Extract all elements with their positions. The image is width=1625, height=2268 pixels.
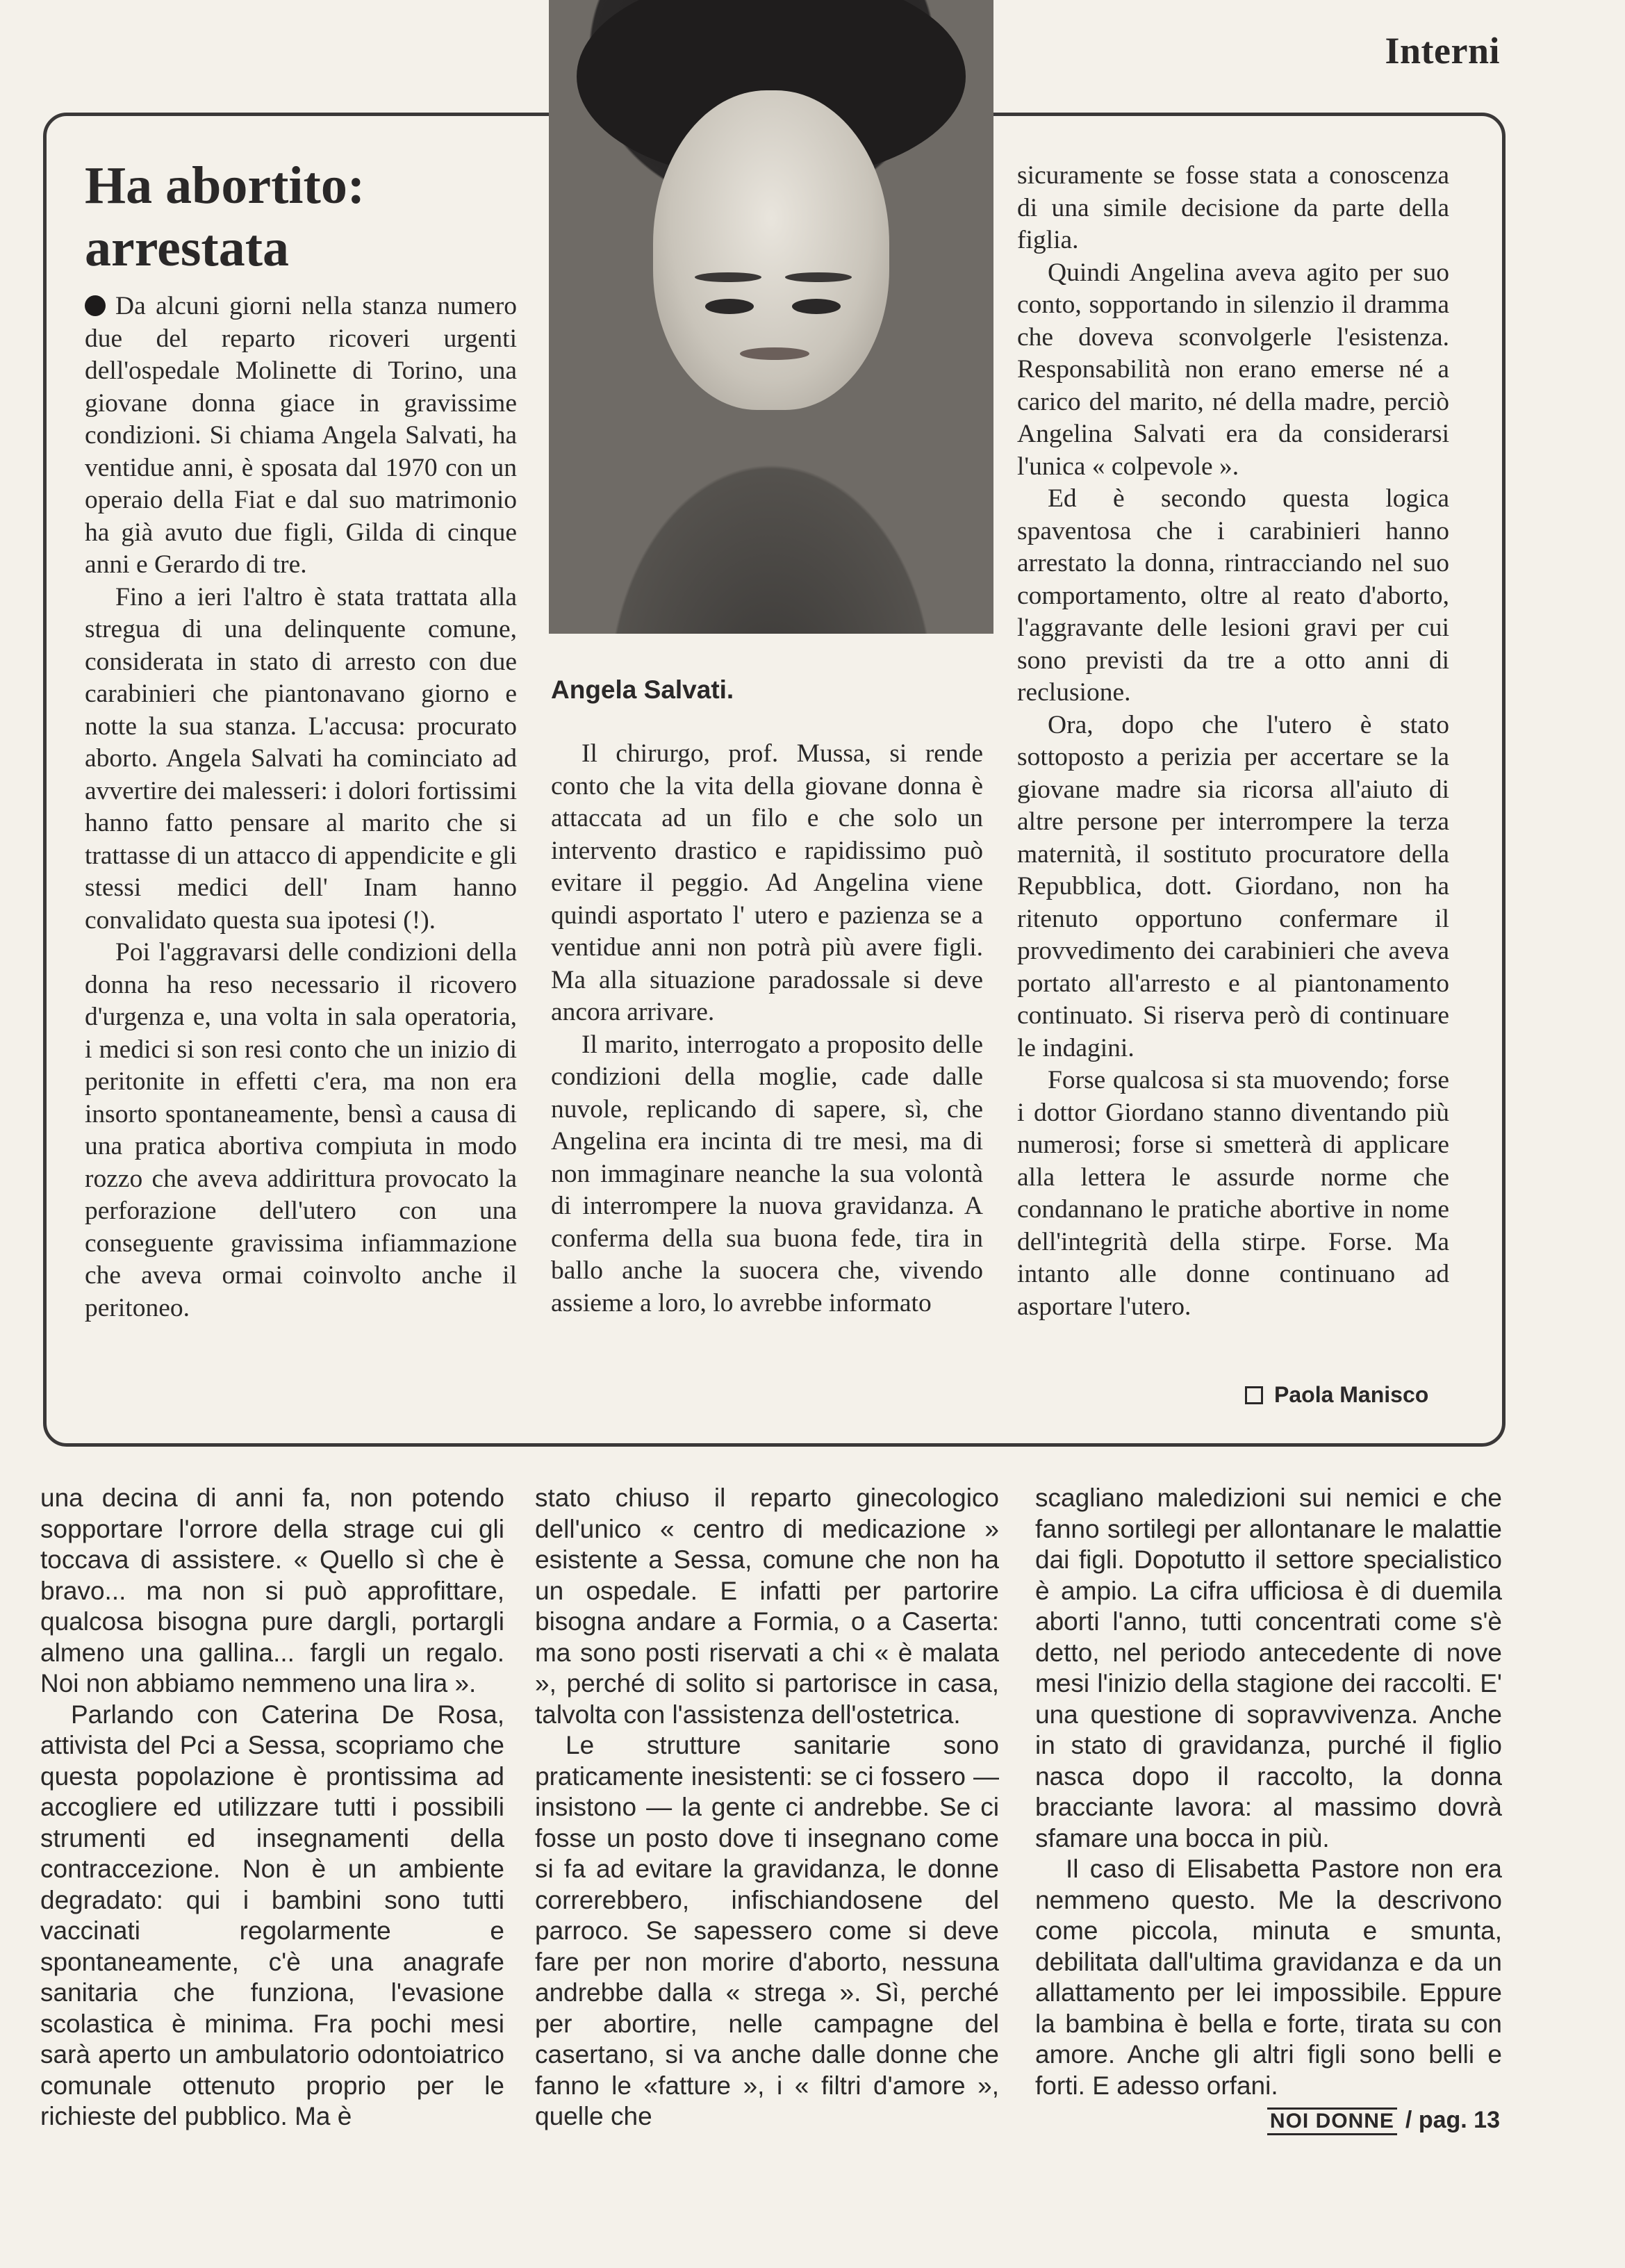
photo-mouth — [740, 347, 809, 360]
paragraph: Il marito, interrogato a proposito delle condizioni della moglie, cade dalle nuvole, replicando di sapere, sì, che Angelina era incinta di tre mesi, ma di non immaginare neanche la sua volontà di interrompere la nuova gravidanza. A conferma della sua buona fede, tira in ballo anche la suocera che, vivendo assieme a loro, lo avrebbe informato — [551, 1030, 983, 1317]
paragraph: Parlando con Caterina De Rosa, attivista del Pci a Sessa, scopriamo che questa popolazione è prontissima ad accogliere ed utilizzare tutti i possibili strumenti ed insegnamenti della contraccezione. Non è un ambiente degradato: qui i bambini sono tutti vaccinati regolarmente e spontaneamente, c'è una anagrafe sanitaria che funziona, l'evasione scolastica è minima. Fra pochi mesi sarà aperto un ambulatorio odontoiatrico comunale ottenuto proprio per le richieste del pubblico. Ma è — [40, 1700, 504, 2130]
portrait-photo — [549, 0, 993, 634]
magazine-logo: NOI DONNE — [1267, 2107, 1397, 2135]
section-label: Interni — [1385, 30, 1500, 72]
article-column-2 — [551, 738, 983, 1320]
photo-eye-right — [792, 299, 841, 314]
continuation-column-1 — [40, 1483, 504, 2133]
paragraph: Il chirurgo, prof. Mussa, si rende conto che la vita della giovane donna è attaccata ad un filo e che solo un intervento drastico e rapidissimo può evitare il peggio. Ad Angelina viene quindi asportato l' utero e pazienza se a ventidue anni non potrà più avere figli. Ma alla situazione paradossale si deve ancora arrivare. — [551, 739, 983, 1026]
photo-caption: Angela Salvati. — [551, 675, 734, 704]
paragraph: Ed è secondo questa logica spaventosa che i carabinieri hanno arrestato la donna, rintracciando nel suo comportamento, oltre al reato d'aborto, l'aggravante delle lesioni gravi per cui sono previsti da tre a otto anni di reclusione. — [1017, 484, 1449, 707]
page-number: pag. 13 — [1418, 2107, 1500, 2133]
bullet-icon — [85, 295, 106, 316]
paragraph: sicuramente se fosse stata a conoscenza di una simile decisione da parte della figlia. — [1017, 161, 1449, 254]
continuation-column-2 — [535, 1483, 999, 2133]
signature-box-icon — [1245, 1386, 1263, 1404]
title-line-1: Ha abortito: — [85, 156, 365, 215]
paragraph: Ora, dopo che l'utero è stato sottoposto a perizia per accertare se la giovane madre sia ricorsa all'aiuto di altre persone per interrompere la terza maternità, il sostituto procuratore della Repubblica, dott. Giordano, non ha ritenuto opportuno confermare il provvedimento dei carabinieri che aveva portato all'arresto e al piantonamento continuato. Si riserva però di continuare le indagini. — [1017, 710, 1449, 1062]
photo-eye-left — [705, 299, 754, 314]
paragraph: scagliano maledizioni sui nemici e che fanno sortilegi per allontanare le malattie dai figli. Dopotutto il settore specialistico è ampio. La cifra ufficiosa è di duemila aborti l'anno, tutti concentrati come s'è detto, nel periodo antecedente di nove mesi l'inizio della stagione dei raccolti. E' una questione di sopravvivenza. Anche in stato di gravidanza, purché il figlio nasca dopo il raccolto, la donna bracciante lavora: al massimo dovrà sfamare una bocca in più. — [1035, 1484, 1502, 1852]
paragraph: una decina di anni fa, non potendo sopportare l'orrore della strage cui gli toccava di assistere. « Quello sì che è bravo... ma non si può approfittare, qualcosa bisogna pure dargli, portargli almeno una gallina... fargli un regalo. Noi non abbiamo nemmeno una lira ». — [40, 1484, 504, 1698]
paragraph: Forse qualcosa si sta muovendo; forse i dottor Giordano stanno diventando più numerosi; forse si smetterà di applicare alla lettera le assurde norme che condannano le pratiche abortive in nome dell'integrità della stirpe. Forse. Ma intanto alle donne continuano ad asportare l'utero. — [1017, 1066, 1449, 1321]
photo-brow-right — [785, 272, 852, 282]
article-column-3 — [1017, 160, 1449, 1323]
article-column-1 — [85, 290, 517, 1324]
article-title — [85, 154, 365, 279]
paragraph: Fino a ieri l'altro è stata trattata alla stregua di una delinquente comune, considerata in stato di arresto con due carabinieri che piantonavano giorno e notte la sua stanza. L'accusa: procurato aborto. Angela Salvati ha cominciato ad avvertire dei malesseri: i dolori fortissimi hanno fatto pensare al marito che si trattasse di un attacco di appendicite e gli stessi medici dell' Inam hanno convalidato questa sua ipotesi (!). — [85, 582, 517, 935]
photo-brow-left — [695, 272, 761, 282]
paragraph: Le strutture sanitarie sono praticamente inesistenti: se ci fossero — insistono — la gente ci andrebbe. Se ci fosse un posto dove ti insegnano come si fa ad evitare la gravidanza, le donne correrebbero, infischiandosene del parroco. Se sapessero come si deve fare per non morire d'aborto, nessuna andrebbe dalla « strega ». Sì, perché per abortire, nelle campagne del casertano, si va anche dalle donne che fanno le «fatture », i « filtri d'amore », quelle che — [535, 1731, 999, 2130]
author-name: Paola Manisco — [1274, 1382, 1429, 1407]
paragraph: Quindi Angelina aveva agito per suo conto, sopportando in silenzio il dramma che doveva sconvolgerle l'esistenza. Responsabilità non erano emerse né a carico del marito, né della madre, perciò Angelina Salvati era da considerarsi l'unica « colpevole ». — [1017, 258, 1449, 481]
paragraph: Il caso di Elisabetta Pastore non era nemmeno questo. Me la descrivono come piccola, minuta e smunta, debilitata dall'ultima gravidanza e da un allattamento per lei impossibile. Eppure la bambina è bella e forte, tirata su con amore. Anche gli altri figli sono belli e forti. E adesso orfani. — [1035, 1855, 1502, 2100]
title-line-2: arrestata — [85, 219, 290, 277]
page-footer — [1267, 2107, 1500, 2135]
photo-face — [653, 90, 889, 410]
footer-separator: / — [1405, 2107, 1412, 2133]
paragraph — [85, 290, 517, 582]
paragraph: stato chiuso il reparto ginecologico dell'unico « centro di medicazione » esistente a Sessa, comune che non ha un ospedale. E infatti per partorire bisogna andare a Formia, o a Caserta: ma sono posti riservati a chi « è malata », perché di solito si partorisce in casa, talvolta con l'assistenza dell'ostetrica. — [535, 1484, 999, 1729]
continuation-column-3 — [1035, 1483, 1502, 2101]
paragraph-text: Da alcuni giorni nella stanza numero due del reparto ricoveri urgenti dell'ospedale Molinette di Torino, una giovane donna giace in gravissime condizioni. Si chiama Angela Salvati, ha ventidue anni, è sposata dal 1970 con un operaio della Fiat e dal suo matrimonio ha già avuto due figli, Gilda di cinque anni e Gerardo di tre. — [85, 292, 517, 579]
author-signature — [1245, 1382, 1428, 1408]
paragraph: Poi l'aggravarsi delle condizioni della donna ha reso necessario il ricovero d'urgenza e, una volta in sala operatoria, i medici si son resi conto che un inizio di peritonite in effetti c'era, ma non era insorto spontaneamente, bensì a causa di una pratica abortiva compiuta in modo rozzo che aveva addirittura provocato la perforazione dell'utero con una conseguente gravissima infiammazione che aveva ormai coinvolto anche il peritoneo. — [85, 938, 517, 1322]
